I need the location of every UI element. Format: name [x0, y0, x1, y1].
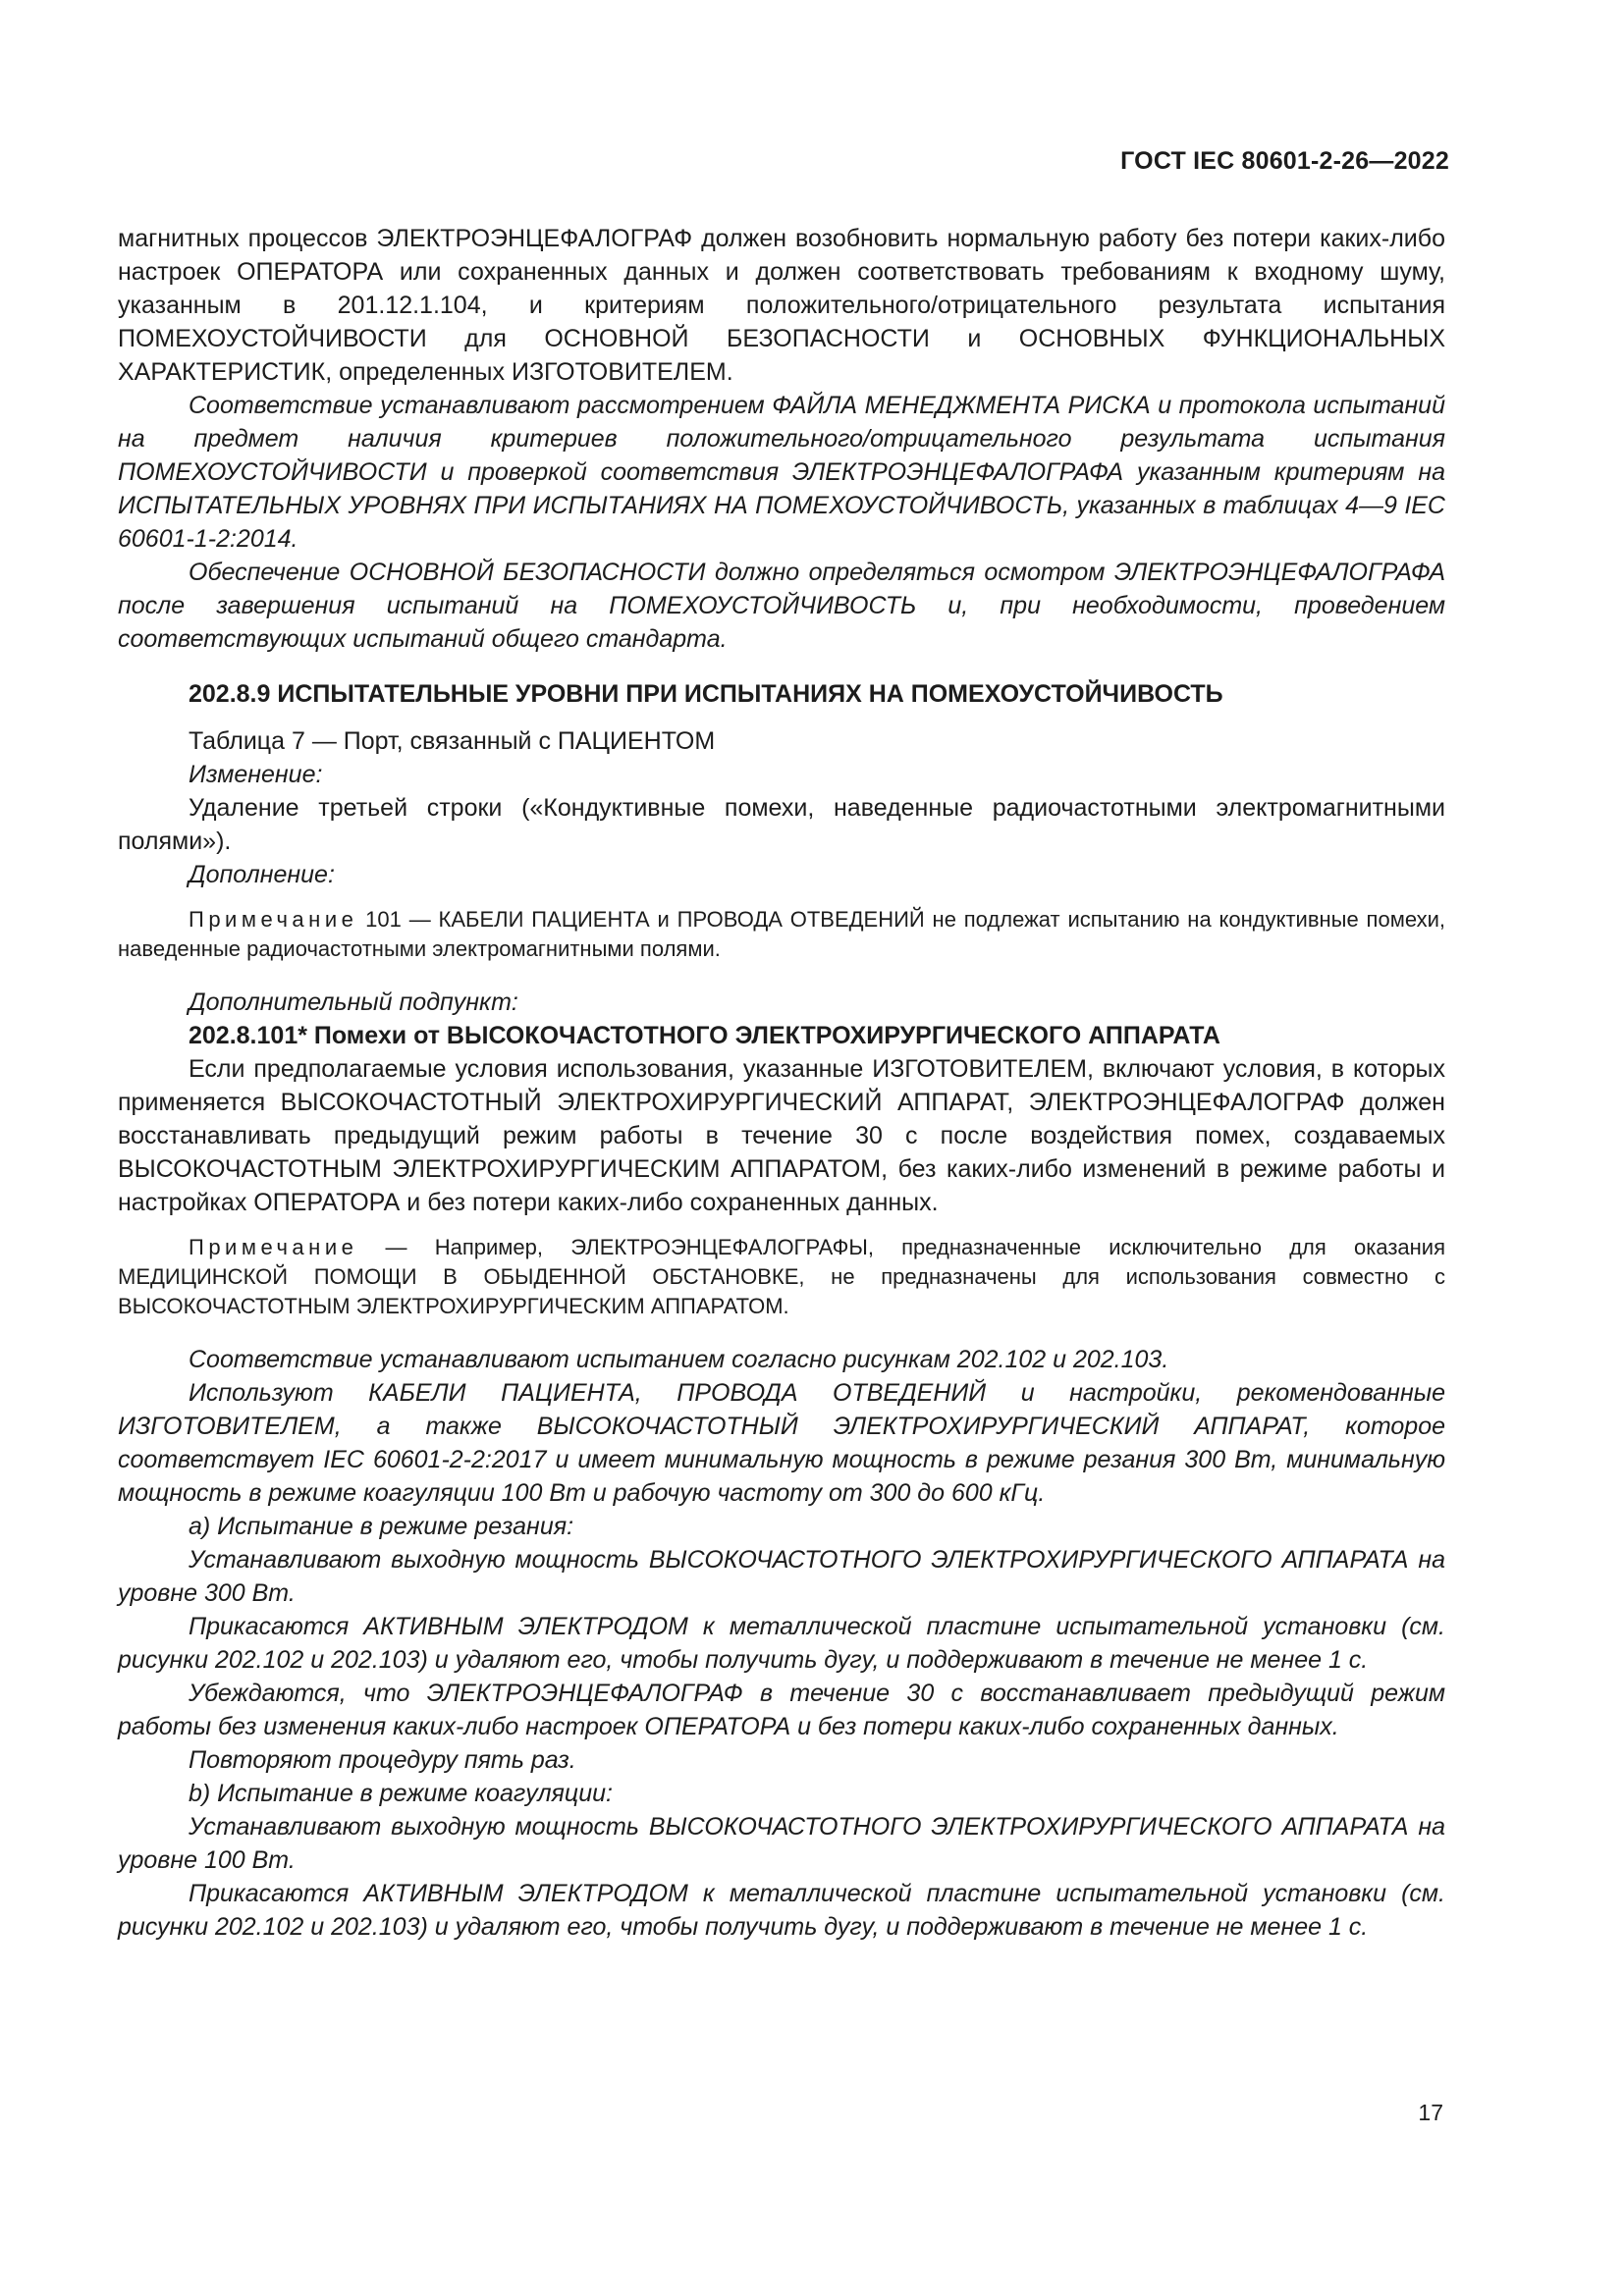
amendment-label: Изменение: — [189, 761, 323, 788]
paragraph: Прикасаются АКТИВНЫМ ЭЛЕКТРОДОМ к металлической пластине испытательной установки (см. рисунки 202.102 и 202.103) и удаляют его, чтобы получить дугу, и поддерживают в течение не менее 1 с. — [118, 1880, 1445, 1941]
paragraph: Устанавливают выходную мощность ВЫСОКОЧАСТОТНОГО ЭЛЕКТРОХИРУРГИЧЕСКОГО АППАРАТА на уровне 300 Вт. — [118, 1546, 1445, 1607]
note-label: Примечание — [189, 907, 358, 932]
addition-label: Дополнение: — [189, 861, 335, 888]
paragraph: Если предполагаемые условия использования, указанные ИЗГОТОВИТЕЛЕМ, включают условия, в которых применяется ВЫСОКОЧАСТОТНЫЙ ЭЛЕКТРОХИРУРГИЧЕСКИЙ АППАРАТ, ЭЛЕКТРОЭНЦЕФАЛОГРАФ должен восстанавливать предыдущий режим работы в течение 30 с после воздействия помех, создаваемых ВЫСОКОЧАСТОТНЫМ ЭЛЕКТРОХИРУРГИЧЕСКИМ АППАРАТОМ, без каких-либо изменений в режиме работы и настройках ОПЕРАТОРА и без потери каких-либо сохраненных данных. — [118, 1055, 1445, 1216]
table-reference: Таблица 7 — Порт, связанный с ПАЦИЕНТОМ — [189, 727, 716, 755]
paragraph-safety: Обеспечение ОСНОВНОЙ БЕЗОПАСНОСТИ должно определяться осмотром ЭЛЕКТРОЭНЦЕФАЛОГРАФА после завершения испытаний на ПОМЕХОУСТОЙЧИВОСТЬ и, при необходимости, проведением соответствующих испытаний общего стандарта. — [118, 559, 1445, 653]
paragraph: Прикасаются АКТИВНЫМ ЭЛЕКТРОДОМ к металлической пластине испытательной установки (см. рисунки 202.102 и 202.103) и удаляют его, чтобы получить дугу, и поддерживают в течение не менее 1 с. — [118, 1613, 1445, 1674]
page-number: 17 — [1418, 2100, 1443, 2125]
note — [118, 1233, 1445, 1321]
subclause-heading: 202.8.101* Помехи от ВЫСОКОЧАСТОТНОГО ЭЛЕКТРОХИРУРГИЧЕСКОГО АППАРАТА — [189, 1022, 1220, 1049]
subclause-label: Дополнительный подпункт: — [189, 988, 518, 1016]
list-item: а) Испытание в режиме резания: — [189, 1513, 574, 1540]
note-text: 101 — КАБЕЛИ ПАЦИЕНТА и ПРОВОДА ОТВЕДЕНИЙ не подлежат испытанию на кондуктивные помехи, наведенные радиочастотными электромагнитными полями. — [118, 907, 1445, 961]
note — [118, 905, 1445, 964]
paragraph: Используют КАБЕЛИ ПАЦИЕНТА, ПРОВОДА ОТВЕДЕНИЙ и настройки, рекомендованные ИЗГОТОВИТЕЛЕМ, а также ВЫСОКОЧАСТОТНЫЙ ЭЛЕКТРОХИРУРГИЧЕСКИЙ АППАРАТ, которое соответствует IEC 60601-2-2:2017 и имеет минимальную мощность в режиме резания 300 Вт, минимальную мощность в режиме коагуляции 100 Вт и рабочую частоту от 300 до 600 кГц. — [118, 1379, 1445, 1507]
document-header: ГОСТ IEC 80601-2-26—2022 — [1120, 147, 1449, 175]
paragraph-compliance: Соответствие устанавливают испытанием согласно рисункам 202.102 и 202.103. — [189, 1346, 1169, 1373]
list-item: b) Испытание в режиме коагуляции: — [189, 1780, 613, 1807]
note-text: — Например, ЭЛЕКТРОЭНЦЕФАЛОГРАФЫ, предназначенные исключительно для оказания МЕДИЦИНСКОЙ ПОМОЩИ В ОБЫДЕННОЙ ОБСТАНОВКЕ, не предназначены для использования совместно с ВЫСОКОЧАСТОТНЫМ ЭЛЕКТРОХИРУРГИЧЕСКИМ АППАРАТОМ. — [118, 1235, 1445, 1318]
note-label: Примечание — [189, 1235, 358, 1259]
document-body — [118, 222, 1445, 1944]
paragraph: Удаление третьей строки («Кондуктивные помехи, наведенные радиочастотными электромагнитными полями»). — [118, 794, 1445, 855]
paragraph-compliance: Соответствие устанавливают рассмотрением ФАЙЛА МЕНЕДЖМЕНТА РИСКА и протокола испытаний на предмет наличия критериев положительного/отрицательного результата испытания ПОМЕХОУСТОЙЧИВОСТИ и проверкой соответствия ЭЛЕКТРОЭНЦЕФАЛОГРАФА указанным критериям на ИСПЫТАТЕЛЬНЫХ УРОВНЯХ ПРИ ИСПЫТАНИЯХ НА ПОМЕХОУСТОЙЧИВОСТЬ, указанных в таблицах 4—9 IEC 60601-1-2:2014. — [118, 392, 1445, 553]
paragraph: Устанавливают выходную мощность ВЫСОКОЧАСТОТНОГО ЭЛЕКТРОХИРУРГИЧЕСКОГО АППАРАТА на уровне 100 Вт. — [118, 1813, 1445, 1874]
paragraph: магнитных процессов ЭЛЕКТРОЭНЦЕФАЛОГРАФ должен возобновить нормальную работу без потери каких-либо настроек ОПЕРАТОРА или сохраненных данных и должен соответствовать требованиям к входному шуму, указанным в 201.12.1.104, и критериям положительного/отрицательного результата испытания ПОМЕХОУСТОЙЧИВОСТИ для ОСНОВНОЙ БЕЗОПАСНОСТИ и ОСНОВНЫХ ФУНКЦИОНАЛЬНЫХ ХАРАКТЕРИСТИК, определенных ИЗГОТОВИТЕЛЕМ. — [118, 225, 1445, 386]
paragraph: Убеждаются, что ЭЛЕКТРОЭНЦЕФАЛОГРАФ в течение 30 с восстанавливает предыдущий режим работы без изменения каких-либо настроек ОПЕРАТОРА и без потери каких-либо сохраненных данных. — [118, 1680, 1445, 1740]
section-heading: 202.8.9 ИСПЫТАТЕЛЬНЫЕ УРОВНИ ПРИ ИСПЫТАНИЯХ НА ПОМЕХОУСТОЙЧИВОСТЬ — [189, 680, 1223, 708]
paragraph: Повторяют процедуру пять раз. — [189, 1746, 576, 1774]
